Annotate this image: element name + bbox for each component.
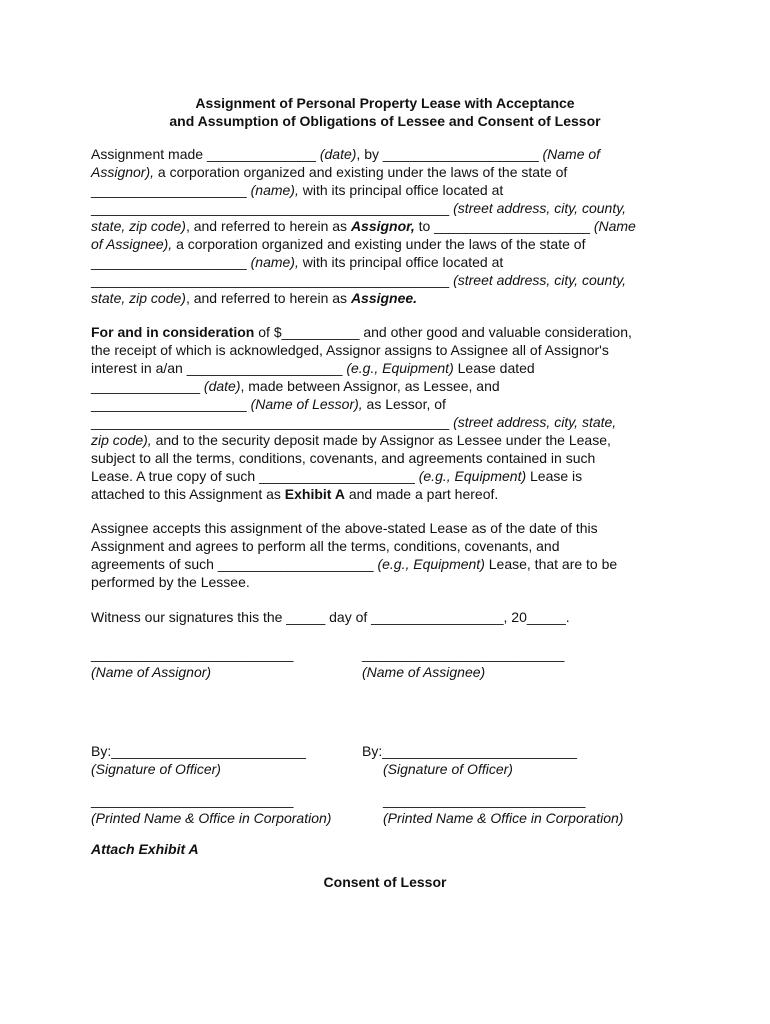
text-line: agreements of such ____________________ (e.g., Equipment) Lease, that are to be [91, 556, 618, 572]
assignor-signature-label: (Signature of Officer) [91, 761, 221, 777]
text-line: Assignment made ______________ (date), by ____________________ (Name of [91, 146, 601, 162]
text-line: ____________________ (name), with its principal office located at [91, 254, 504, 270]
consent-of-lessor-heading: Consent of Lessor [323, 874, 447, 890]
assignee-by-line: By:_________________________ [362, 743, 577, 759]
attach-exhibit-note: Attach Exhibit A [91, 841, 199, 857]
assignee-printed-label: (Printed Name & Office in Corporation) [383, 810, 624, 826]
assignee-name-blank: __________________________ [362, 646, 565, 662]
assignor-printed-label: (Printed Name & Office in Corporation) [91, 810, 332, 826]
text-line: attached to this Assignment as Exhibit A and made a part hereof. [91, 486, 499, 502]
text-line: ____________________ (Name of Lessor), as Lessor, of [91, 396, 446, 412]
assignment-parties-paragraph [91, 145, 691, 307]
text-line: state, zip code), and referred to herein as Assignor, to ____________________ (Name [91, 218, 636, 234]
witness-text: Witness our signatures this the _____ day of _________________, 20_____. [91, 609, 570, 625]
document-title-line-1: Assignment of Personal Property Lease with Acceptance [195, 95, 575, 111]
text-line: ____________________ (name), with its principal office located at [91, 182, 504, 198]
text-line: ______________________________________________ (street address, city, county, [91, 272, 627, 288]
assignee-printed-blank: __________________________ [383, 792, 586, 808]
witness-line [91, 608, 691, 626]
text-line: of Assignee), a corporation organized and existing under the laws of the state of [91, 236, 586, 252]
text-line: the receipt of which is acknowledged, Assignor assigns to Assignee all of Assignor's [91, 342, 609, 358]
acceptance-paragraph [91, 519, 691, 591]
text-line: ______________ (date), made between Assignor, as Lessee, and [91, 378, 500, 394]
text-line: Assignee accepts this assignment of the above-stated Lease as of the date of this [91, 520, 598, 536]
consideration-paragraph [91, 323, 691, 503]
document-title-line-2: and Assumption of Obligations of Lessee and Consent of Lessor [169, 113, 601, 129]
text-line: zip code), and to the security deposit made by Assignor as Lessee under the Lease, [91, 432, 611, 448]
text-line: ______________________________________________ (street address, city, county, [91, 200, 627, 216]
text-line: Lease. A true copy of such ____________________ (e.g., Equipment) Lease is [91, 468, 583, 484]
assignee-signature-label: (Signature of Officer) [383, 761, 513, 777]
text-line: interest in a/an ____________________ (e.g., Equipment) Lease dated [91, 360, 535, 376]
assignor-printed-blank: __________________________ [91, 792, 294, 808]
assignee-name-label: (Name of Assignee) [362, 664, 486, 680]
text-line: Assignor), a corporation organized and existing under the laws of the state of [91, 164, 568, 180]
assignor-by-line: By:_________________________ [91, 743, 306, 759]
assignor-name-blank: __________________________ [91, 646, 294, 662]
text-line: ______________________________________________ (street address, city, state, [91, 414, 617, 430]
text-line: For and in consideration of $__________ and other good and valuable consideration, [91, 324, 632, 340]
text-line: subject to all the terms, conditions, covenants, and agreements contained in such [91, 450, 596, 466]
text-line: state, zip code), and referred to herein as Assignee. [91, 290, 418, 306]
assignor-name-label: (Name of Assignor) [91, 664, 212, 680]
text-line: Assignment and agrees to perform all the terms, conditions, covenants, and [91, 538, 560, 554]
text-line: performed by the Lessee. [91, 574, 250, 590]
